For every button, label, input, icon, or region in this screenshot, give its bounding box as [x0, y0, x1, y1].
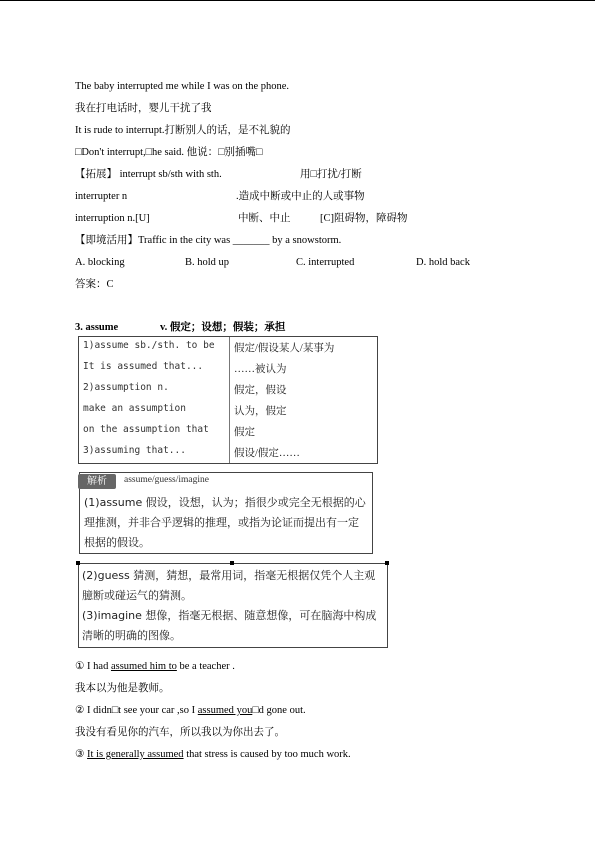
table-row: [79, 442, 377, 463]
analysis-box-2[interactable]: [78, 563, 388, 648]
extension-label: 【拓展】 interrupt sb/sth with sth.: [75, 169, 222, 180]
table-cell-meaning: 假定/假设某人/某事为: [234, 343, 335, 354]
table-cell-phrase: It is assumed that...: [83, 361, 204, 372]
example-2-post: □d gone out.: [252, 705, 306, 716]
analysis-tag: 解析: [78, 474, 116, 489]
interruption-word: interruption n.[U]: [75, 213, 150, 224]
example-2: [75, 704, 306, 718]
page-top-rule: [0, 0, 595, 1]
interrupter-word: interrupter n: [75, 191, 128, 202]
option-b: B. hold up: [185, 257, 230, 268]
option-d: D. hold back: [416, 257, 470, 268]
table-cell-phrase: make an assumption: [83, 403, 186, 414]
example-3-pre: ③: [75, 749, 88, 760]
analysis-heading: assume/guess/imagine: [124, 475, 209, 485]
option-a: A. blocking: [75, 257, 125, 268]
example-2-mid: you: [233, 705, 253, 716]
table-row: [79, 358, 377, 379]
table-cell-meaning: 假定: [234, 427, 255, 438]
analysis-guess-imagine: [82, 566, 384, 646]
example-2-translation: 我没有看见你的汽车，所以我以为你出去了。: [75, 727, 285, 738]
analysis-guess: (2)guess 猜测，猜想，最常用词，指毫无根据仅凭个人主观臆断或碰运气的猜测。: [82, 569, 376, 602]
phrase-table: [78, 336, 378, 464]
example-3-underlined: It is generally assumed: [87, 749, 184, 760]
example-1-underlined: assumed him to: [110, 661, 177, 672]
example-2-underlined: assumed: [197, 705, 234, 716]
option-c: C. interrupted: [296, 257, 355, 268]
table-cell-meaning: ……被认为: [234, 364, 287, 375]
resize-handle-top-left[interactable]: [76, 561, 80, 565]
example-sentence-quote: □Don't interrupt,□he said. 他说：□别插嘴□: [75, 147, 263, 158]
example-sentence-en-2: It is rude to interrupt.打断别人的话，是不礼貌的: [75, 125, 291, 136]
answer: 答案：C: [75, 279, 114, 290]
section-heading-definition: v. 假定；设想；假装；承担: [160, 322, 286, 333]
example-1-post: be a teacher .: [176, 661, 235, 672]
section-heading-word: 3. assume: [75, 322, 119, 333]
table-cell-meaning: 假设/假定……: [234, 448, 300, 459]
example-sentence-zh: 我在打电话时，婴儿干扰了我: [75, 103, 212, 114]
interruption-meaning-c: [C]阻碍物，障碍物: [320, 213, 408, 224]
practice-question: 【即境活用】Traffic in the city was _______ by a snowstorm.: [75, 235, 342, 246]
extension-meaning: 用□打扰/打断: [300, 169, 362, 180]
interruption-meaning-u: 中断、中止: [238, 213, 291, 224]
table-cell-phrase: on the assumption that: [83, 424, 209, 435]
analysis-assume: (1)assume 假设，设想，认为；指很少或完全无根据的心理推测，并非合乎逻辑的推理，或指为论证而提出有一定根据的假设。: [84, 496, 366, 549]
example-1: [75, 660, 235, 674]
table-cell-phrase: 1)assume sb./sth. to be: [83, 340, 215, 351]
table-row: [79, 337, 377, 358]
table-row: [79, 379, 377, 400]
example-sentence-en: The baby interrupted me while I was on the phone.: [75, 81, 290, 92]
table-row: [79, 421, 377, 442]
table-cell-meaning: 假定，假设: [234, 385, 287, 396]
resize-handle-top-right[interactable]: [385, 561, 389, 565]
interrupter-meaning: .造成中断或中止的人或事物: [236, 191, 365, 202]
resize-handle-top-middle[interactable]: [230, 561, 234, 565]
table-cell-phrase: 3)assuming that...: [83, 445, 186, 456]
example-3: [75, 748, 351, 762]
table-row: [79, 400, 377, 421]
example-2-pre: ② I didn□t see your car ,so I: [75, 705, 198, 716]
example-1-pre: ① I had: [75, 661, 111, 672]
table-cell-phrase: 2)assumption n.: [83, 382, 169, 393]
example-3-post: that stress is caused by too much work.: [183, 749, 351, 760]
analysis-box: [79, 472, 373, 554]
example-1-translation: 我本以为他是教师。: [75, 683, 170, 694]
analysis-imagine: (3)imagine 想像，指毫无根据、随意想像，可在脑海中构成清晰的明确的图像。: [82, 609, 377, 642]
table-cell-meaning: 认为，假定: [234, 406, 287, 417]
